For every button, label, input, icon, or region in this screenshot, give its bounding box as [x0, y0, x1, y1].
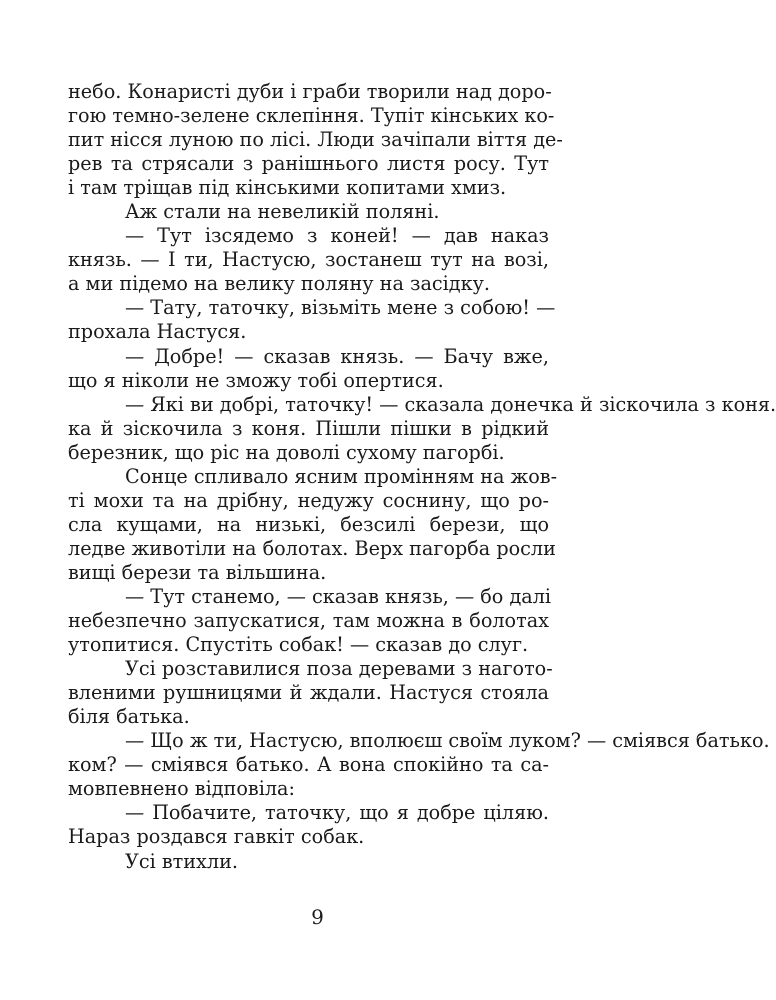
text-line: — Які ви добрі, таточку! — сказала донечка й зіскочила з коня. — [125, 392, 776, 416]
text-line: рев та стрясали з ранішнього листя росу. Тут — [68, 152, 549, 176]
page-number: 9 — [311, 905, 324, 929]
text-line: Нараз роздався гавкіт собак. — [68, 825, 365, 849]
page-body-text — [68, 80, 776, 874]
text-line: вленими рушницями й ждали. Настуся стояла — [68, 681, 549, 705]
text-line: — Тут ізсядемо з коней! — дав наказ — [125, 224, 549, 248]
text-line: ком? — сміявся батько. А вона спокійно та са- — [68, 753, 549, 777]
text-line: березник, що ріс на доволі сухому пагорбі. — [68, 440, 505, 464]
text-line: Усі розставилися поза деревами з нагото- — [125, 657, 553, 681]
text-line: пит нісся луною по лісі. Люди зачіпали віття де- — [68, 128, 563, 152]
text-line: — Тут станемо, — сказав князь, — бо далі — [125, 584, 552, 608]
text-line: і там тріщав під кінськими копитами хмиз. — [68, 176, 507, 200]
text-line: а ми підемо на велику поляну на засідку. — [68, 272, 490, 296]
text-line: утопитися. Спустіть собак! — сказав до слуг. — [68, 633, 529, 657]
text-line: прохала Настуся. — [68, 320, 247, 344]
text-line: сла кущами, на низькі, безсилі берези, що — [68, 512, 549, 536]
text-line: ті мохи та на дрібну, недужу соснину, що ро- — [68, 488, 549, 512]
text-line: — Тату, таточку, візьміть мене з собою! — — [125, 296, 556, 320]
text-line: Аж стали на невеликій поляні. — [125, 200, 440, 224]
text-line: — Добре! — сказав князь. — Бачу вже, — [125, 344, 549, 368]
text-line: князь. — І ти, Настусю, зостанеш тут на возі, — [68, 248, 549, 272]
text-line: — Побачите, таточку, що я добре ціляю. — [125, 801, 549, 825]
text-line: біля батька. — [68, 705, 190, 729]
text-line: вищі берези та вільшина. — [68, 560, 327, 584]
text-line: Сонце спливало ясним промінням на жов- — [125, 464, 558, 488]
text-line: ледве животіли на болотах. Верх пагорба росли — [68, 536, 556, 560]
text-line: ка й зіскочила з коня. Пішли пішки в рідкий — [68, 416, 549, 440]
text-line: мовпевнено відповіла: — [68, 777, 295, 801]
text-line: гою темно-зелене склепіння. Тупіт кінських ко- — [68, 104, 555, 128]
text-line: що я ніколи не зможу тобі опертися. — [68, 368, 444, 392]
text-line: — Що ж ти, Настусю, вполюєш своїм луком? — сміявся батько. — [125, 729, 770, 753]
text-line: небо. Конаристі дуби і граби творили над доро- — [68, 80, 552, 103]
text-line: Усі втихли. — [125, 849, 238, 873]
text-line: небезпечно запускатися, там можна в болотах — [68, 609, 549, 633]
